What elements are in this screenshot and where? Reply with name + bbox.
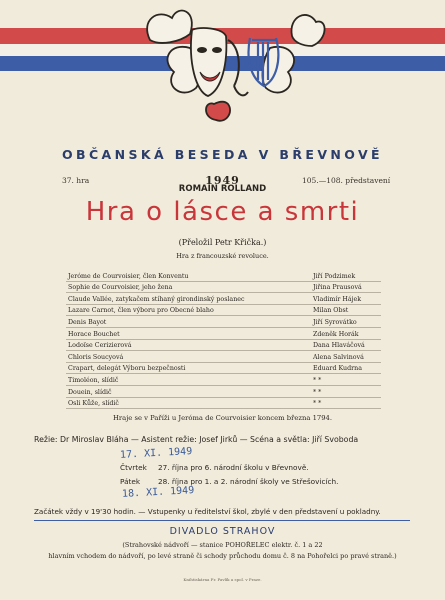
cast-actor: Zdeněk Horák [313,330,359,338]
cast-list [66,270,381,409]
cast-row [66,305,381,317]
cast-row [66,374,381,386]
cast-actor: * * [313,388,322,396]
cast-role: Denis Bayot [68,318,107,326]
divider [34,520,410,521]
cast-row [66,282,381,294]
play-subtitle: Hra z francouzské revoluce. [176,252,269,260]
cast-actor: * * [313,376,322,384]
theatre-name: DIVADLO STRAHOV [169,526,276,537]
play-title: Hra o lásce a smrti [85,197,360,227]
cast-row [66,293,381,305]
translator-note: (Přeložil Petr Křička.) [178,238,267,247]
emblem-logo [130,0,330,125]
cast-row [66,363,381,375]
theatre-mask-icon [191,28,248,96]
handwritten-date: 18. XI. 1949 [121,485,195,500]
organization-name: OBČANSKÁ BESEDA V BŘEVNOVĚ [62,147,383,162]
cast-row [66,398,381,410]
cast-actor: Jiří Syrovátko [313,318,357,326]
cast-actor: Milan Obst [313,307,349,315]
cast-actor: Jiřina Prausová [313,284,362,292]
cast-role: Sophie de Courvoisier, jeho žena [68,284,173,292]
author-name: ROMAIN ROLLAND [178,184,267,194]
cast-actor: Jiří Podzimek [313,272,356,280]
cast-row [66,328,381,340]
theatre-address-line2: hlavním vchodem do nádvoří, po levé straně či schody průchodu domu č. 8 na Pohořelci po pravé straně.) [48,552,397,560]
cast-row [66,351,381,363]
theatre-address-line1: (Strahovské nádvoří — stanice POHOŘELEC elektr. č. 1 a 22 [122,541,323,549]
cast-role: Osli Kůže, slídič [68,400,119,408]
cast-row [66,316,381,328]
cast-role: Jeróme de Courvoisier, člen Konventu [68,272,189,280]
performance-day: Pátek [120,477,141,486]
cast-row [66,340,381,352]
cast-role: Chloris Soucyová [68,353,124,361]
cast-actor: Alena Salvinová [313,353,364,361]
cast-actor: Dana Hlaváčová [313,342,365,350]
cast-actor: * * [313,400,322,408]
cast-actor: Eduard Kudrna [313,365,362,373]
handwritten-date: 17. XI. 1949 [119,446,193,461]
cast-row [66,270,381,282]
cast-role: Crapart, delegát Výboru bezpečnosti [68,365,186,373]
cast-role: Timoléon, slídič [68,376,119,384]
season-year: 1949 [205,174,240,187]
cast-role: Claude Vallée, zatykačem stíhaný girondinský poslanec [68,295,245,303]
cast-actor: Vladimír Hájek [313,295,362,303]
cast-role: Douein, slídič [68,388,112,396]
cast-row [66,386,381,398]
setting-note: Hraje se v Paříži u Jeróma de Courvoisier koncem března 1794. [112,414,333,422]
performance-detail: 28. října pro 1. a 2. národní školy ve Střešovicích. [158,477,339,486]
printer-imprint: Knihtiskárna Fr. Pavlík a spol. v Praze. [183,577,262,582]
season-number: 37. hra [62,176,90,185]
cast-role: Lodoïse Cerizierová [68,342,132,350]
crew-credits: Režie: Dr Miroslav Bláha — Asistent režie: Josef Jirků — Scéna a světla: Jiří Svoboda [34,435,359,444]
performance-detail: 27. října pro 6. národní školu v Břevnově. [158,463,309,472]
cast-role: Horace Bouchet [68,330,120,338]
cast-role: Lazare Carnot, člen výboru pro Obecné blaho [68,307,214,315]
start-time-note: Začátek vždy v 19'30 hodin. — Vstupenky u ředitelství škol, zbylé v den představení u pokladny. [34,507,381,516]
performance-day: Čtvrtek [120,463,147,472]
performance-range: 105.—108. představení [302,176,391,185]
